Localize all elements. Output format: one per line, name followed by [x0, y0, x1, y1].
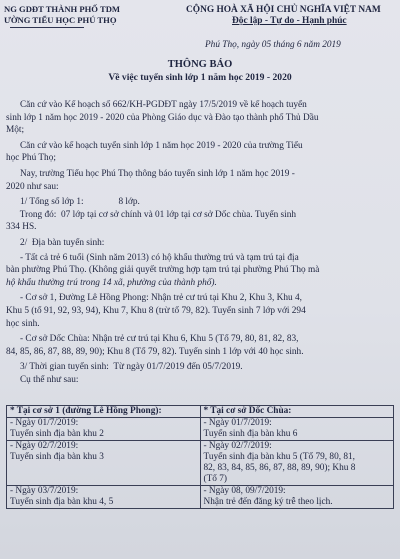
body-line: - Cơ sở 1, Đường Lê Hồng Phong: Nhận trẻ cư trú tại Khu 2, Khu 3, Khu 4,	[6, 293, 302, 304]
table-row	[7, 441, 394, 486]
body-line: 1/ Tổng số lớp 1: 8 lớp.	[6, 197, 140, 208]
body-line: Căn cứ vào kế hoạch tuyển sinh lớp 1 năm học 2019 - 2020 của trường Tiểu	[6, 140, 303, 151]
body-line: 334 HS.	[6, 222, 37, 233]
schedule-cell	[200, 418, 394, 441]
body-line: Cụ thể như sau:	[6, 375, 79, 385]
cell-line: Nhận trẻ đến đăng ký trễ theo lịch.	[203, 497, 333, 507]
body-line: Khu 5 (tổ 91, 92, 93, 94), Khu 7, Khu 8 (trừ tổ 79, 82). Tuyển sinh 7 lớp với 294	[6, 306, 306, 316]
document-title: THÔNG BÁO	[167, 59, 233, 70]
header-agency: NG GDĐT THÀNH PHỐ TDM	[4, 4, 121, 14]
body-line: 2020 như sau:	[6, 181, 59, 192]
schedule-cell	[200, 486, 394, 509]
schedule-header-row	[7, 406, 394, 418]
schedule-cell	[200, 441, 394, 486]
document-date: Phú Thọ, ngày 05 tháng 6 năm 2019	[205, 40, 341, 50]
body-line: sinh lớp 1 năm học 2019 - 2020 của Phòng Giáo dục và Đào tạo thành phố Thủ Dầu	[6, 112, 319, 123]
table-row	[7, 418, 394, 441]
header-left-underline	[10, 27, 84, 28]
body-line: - Tất cả trẻ 6 tuổi (Sinh năm 2013) có hộ khẩu thường trú và tạm trú tại địa	[6, 252, 299, 263]
schedule-table	[6, 405, 394, 509]
cell-line: 82, 83, 84, 85, 86, 87, 88, 89, 90); Khu 8	[203, 463, 356, 473]
header-motto: Độc lập - Tự do - Hạnh phúc	[232, 16, 347, 26]
body-line: bàn phường Phú Thọ. (Không giải quyết trường hợp tạm trú tại phường Phú Thọ mà	[6, 265, 320, 276]
document-subtitle: Về việc tuyển sinh lớp 1 năm học 2019 - 2020	[108, 72, 292, 83]
cell-line: - Ngày 08, 09/7/2019:	[203, 486, 286, 496]
cell-line: - Ngày 01/7/2019:	[203, 418, 272, 428]
body-line: Một;	[6, 125, 25, 136]
cell-line: - Ngày 02/7/2019:	[203, 441, 272, 451]
body-line: học Phú Thọ;	[6, 153, 56, 164]
table-row	[7, 486, 394, 509]
body-line: 84, 85, 86, 87, 88, 89, 90); Khu 8 (Tổ 79, 82). Tuyển sinh 1 lớp với 40 học sinh.	[6, 346, 304, 357]
body-line: 2/ Địa bàn tuyển sinh:	[6, 238, 105, 248]
cell-line: (Tổ 7)	[203, 474, 227, 484]
header-school: ƯỜNG TIỂU HỌC PHÚ THỌ	[4, 15, 117, 25]
body-line: 3/ Thời gian tuyển sinh: Từ ngày 01/7/2019 đến 05/7/2019.	[6, 362, 243, 373]
schedule-cell	[7, 486, 201, 509]
cell-line: Tuyển sinh địa bàn khu 2	[10, 429, 104, 439]
body-line: - Cơ sở Dốc Chùa: Nhận trẻ cư trú tại Khu 6, Khu 5 (Tổ 79, 80, 81, 82, 83,	[6, 334, 299, 345]
cell-line: Tuyển sinh địa bàn khu 3	[10, 452, 104, 462]
document-body	[6, 100, 398, 400]
cell-line: - Ngày 01/7/2019:	[10, 418, 79, 428]
schedule-cell	[7, 441, 201, 486]
cell-line: - Ngày 02/7/2019:	[10, 441, 79, 451]
cell-line: Tuyển sinh địa bàn khu 4, 5	[10, 497, 114, 507]
cell-line: Tuyển sinh địa bàn khu 6	[203, 429, 298, 439]
body-line: Trong đó: 07 lớp tại cơ sở chính và 01 lớp tại cơ sở Dốc chùa. Tuyển sinh	[6, 209, 297, 220]
header-nation: CỘNG HOÀ XÃ HỘI CHỦ NGHĨA VIỆT NAM	[186, 5, 381, 15]
body-line: Căn cứ vào Kế hoạch số 662/KH-PGDĐT ngày 17/5/2019 về kế hoạch tuyển	[6, 100, 307, 110]
schedule-header-site-1: * Tại cơ sở 1 (đường Lê Hồng Phong):	[7, 406, 201, 418]
schedule-cell	[7, 418, 201, 441]
cell-line: - Ngày 03/7/2019:	[10, 486, 79, 496]
body-line: học sinh.	[6, 318, 40, 329]
body-line: Nay, trường Tiểu học Phú Thọ thông báo tuyển sinh lớp 1 năm học 2019 -	[6, 169, 295, 179]
schedule-header-site-2: * Tại cơ sở Dốc Chùa:	[200, 406, 394, 418]
body-line: hộ khẩu thường trú trong 14 xã, phường của thành phố).	[6, 277, 217, 288]
cell-line: Tuyển sinh địa bàn khu 5 (Tổ 79, 80, 81,	[203, 452, 356, 462]
